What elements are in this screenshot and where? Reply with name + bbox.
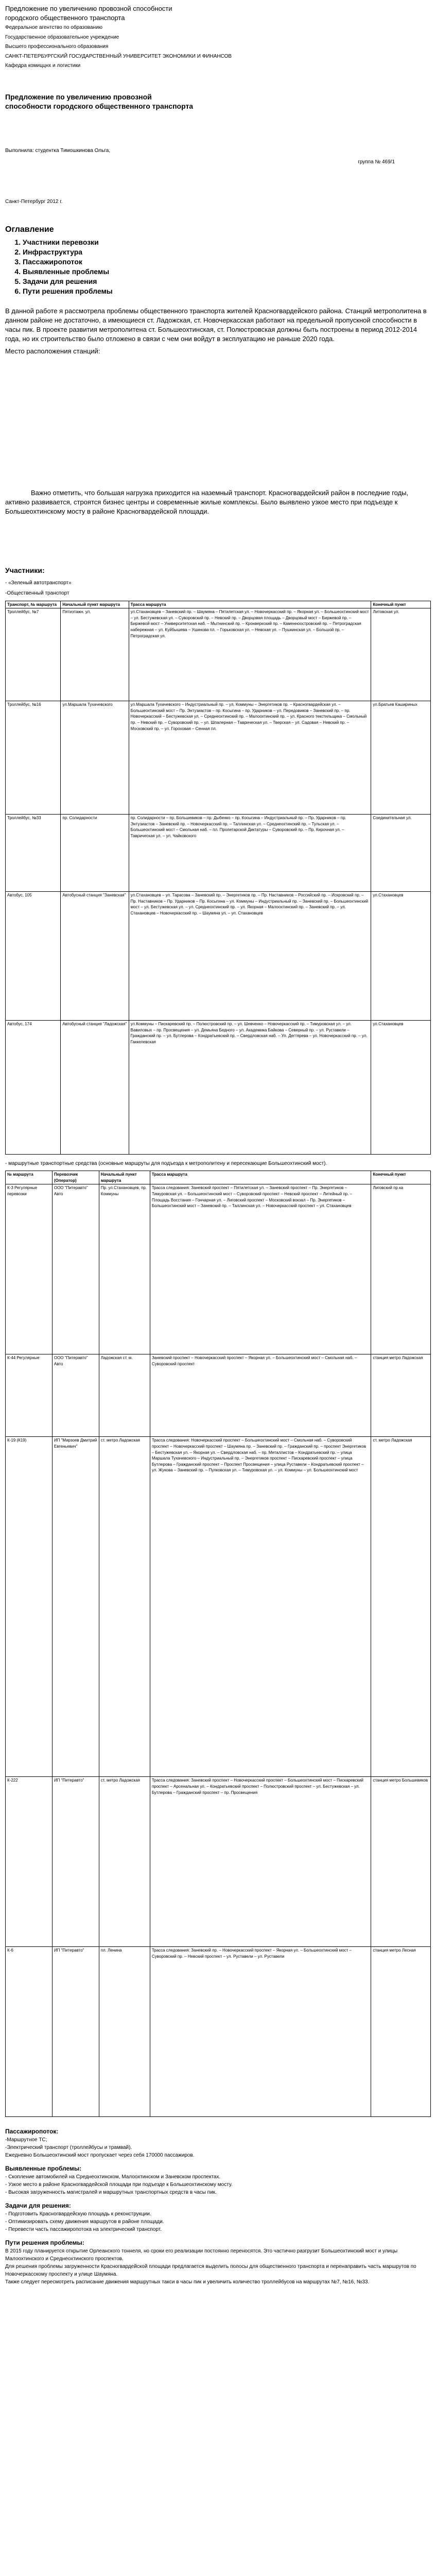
- cell: К-6: [6, 1947, 53, 2117]
- author-block: [5, 147, 431, 165]
- cell: ст. метро Ладожская: [99, 1437, 150, 1777]
- table-row: [6, 608, 431, 701]
- cell: Троллейбус, №16: [6, 701, 61, 815]
- table-row: [6, 701, 431, 815]
- cell: Автобусный станция "Заневская": [61, 892, 129, 1021]
- cell: ул.Стахановцев: [371, 1021, 431, 1155]
- cell: Троллейбус, №7: [6, 608, 61, 701]
- cell: ул.Стахановцев: [371, 892, 431, 1021]
- cell: ул.Маршала Тухачевского: [61, 701, 129, 815]
- intro-paragraph: В данной работе я рассмотрела проблемы общественного транспорта жителей Красногвардейского района. Станций метрополитена в данном районе не достаточно, а имеющиеся ст. Ладожская, ст. Новочеркасская работают на предельной пропускной способности в часы пик. В проекте развития метрополитена ст. Большеохтинская, ст. Полюстровская должны быть построены в период 2012-2014 года, но их строительство было отложено в связи с чем они войдут в эксплуатацию не раньше 2020 года.: [5, 307, 427, 343]
- table-header-row: [6, 601, 431, 608]
- table-row: [6, 1947, 431, 2117]
- cell: ул.Маршала Тухачевского – Индустриальный пр. – ул. Коммуны – Энергетиков пр. – Красногвардейская ул. – Большеохтинский мост – Пр. Энтузиастов – пр. Косыгина – пр. Ударников – ул. Передовиков – Заневский пр. – пр. Новочеркасский – Бестужевская ул. – Среднеохтинский пр. – Малоохтинский пр. – ул. Красного текстильщика – Смольный пр. – Невский пр. – Суворовский пр. – ул. Шпалерная – Таврическая ул. – Тверская – ул. Садовая – Невский пр. – Московский пр. – ул. Гороховая – Сенная пл.: [129, 701, 371, 815]
- cell: ИП "Питеравто": [52, 1947, 99, 2117]
- header-block: [5, 4, 431, 70]
- cell: ИП "Питеравто": [52, 1777, 99, 1947]
- cell: пр. Солидарности – пр. Большевиков – пр. Дыбенко – пр. Косыгина – Индустриальный пр. – Пр. Ударников – пр. Энтузиастов – Заневский пр. – Новочеркасский пр. – Таллинская ул. – Среднеохтинский пр. – Тульская ул. – Большеохтинский мост – Смольная наб. – пл. Пролетарской Диктатуры – Суворовский пр. – Пр. Кирочная ул. – Таврическая ул. – ул. Чайковского: [129, 815, 371, 892]
- cell: Пр. ул.Стахановцев, пр. Коммуны: [99, 1184, 150, 1354]
- city-year: Санкт-Петербург 2012 г.: [5, 199, 63, 205]
- org-line-4: САНКТ-ПЕТЕРБУРГСКИЙ ГОСУДАРСТВЕННЫЙ УНИВЕРСИТЕТ ЭКОНОМИКИ И ФИНАНСОВ: [5, 53, 232, 59]
- org-line-3: Высшего профессионального образования: [5, 44, 109, 50]
- toc-item[interactable]: 5. Задачи для решения: [23, 277, 431, 286]
- section-line: - Перевести часть пассажиропотока на электрический транспорт.: [5, 2226, 162, 2232]
- toc-item[interactable]: 4. Выявленные проблемы: [23, 267, 431, 277]
- cell: Пятиэтажн. ул.: [61, 608, 129, 701]
- table-row: [6, 1777, 431, 1947]
- passenger-flow-section: [5, 2127, 431, 2159]
- col-header: Конечный пункт: [371, 601, 431, 608]
- cell: ИП "Мирзоев Дмитрий Евгеньевич": [52, 1437, 99, 1777]
- cell: станция метро Ладожская: [371, 1354, 431, 1437]
- cell: Автобусный станция "Ладожская": [61, 1021, 129, 1155]
- table-row: [6, 1354, 431, 1437]
- cell: ул.Стахановцев – Заневский пр. – Шаумяна – Пятилетская ул. – Новочеркасский пр. – Якорная ул. – Большеохтинский мост – ул. Бестужевская ул. – Суворовский пр. – Невский пр. – Дворцовая площадь – Дворцовый мост – Биржевой пр. – Биржевой мост – Университетская наб. – Мытнинский пр. – Кронверкский пр. – Каменноостровский пр. – Петроградская набережная – ул. Куйбышева – Ушинова пл. – Горьковская ул. – Невская ул. – Пушкинская ул. – Большой пр. – Петроградская ул.: [129, 608, 371, 701]
- cell: Лиговский пр.ка: [371, 1184, 431, 1354]
- cell: Литовская ул.: [371, 608, 431, 701]
- section-line: Также следует пересмотреть расписание движения маршрутных такси в часы пик и увеличить количество троллейбусов на маршрутах №7, №16, №33.: [5, 2279, 370, 2285]
- cell: Автобус, 105: [6, 892, 61, 1021]
- section-line: - Высокая загруженность магистралей и маршрутных транспортных средств в часы пик.: [5, 2190, 217, 2196]
- cell: ст. метро Ладожская: [99, 1777, 150, 1947]
- section-heading: Задачи для решения:: [5, 2202, 71, 2210]
- col-header: Начальный пункт маршрута: [61, 601, 129, 608]
- table-of-contents: [5, 224, 431, 296]
- cell: ул.Братьев Кашириных: [371, 701, 431, 815]
- org-line-5: Кафедра комиццнх и логистики: [5, 63, 81, 69]
- col-header: Транспорт, № маршрута: [6, 601, 61, 608]
- org-line-1: Федеральное агентство по образованию: [5, 25, 103, 31]
- col-header: Конечный пункт: [371, 1171, 431, 1184]
- cell: Трасса следования: Заневский проспект – Новочеркасский проспект – Большеохтинский мост – Пискаревский проспект – Арсенальная ул. – Кондратьевский проспект – Полюстровский проспект – ул. Бестужевская – ул. Бутлерова – Гражданский проспект – пр. Просвещения: [150, 1777, 371, 1947]
- cell: К-3 Регулярные перевозки: [6, 1184, 53, 1354]
- cell: Заневский проспект – Новочеркасский проспект – Якорная ул. – Большеохтинский мост – Смольная наб. – Суворовский проспект: [150, 1354, 371, 1437]
- cell: ООО "Питеравто" Авто: [52, 1354, 99, 1437]
- cell: станция метро Лесная: [371, 1947, 431, 2117]
- title-block: [5, 92, 431, 112]
- cell: станция метро Большевиков: [371, 1777, 431, 1947]
- cell: пр. Солидарности: [61, 815, 129, 892]
- participants-section: [5, 566, 431, 599]
- org-line-2: Государственное образовательное учреждение: [5, 34, 119, 40]
- cell: ст. метро Ладожская: [371, 1437, 431, 1777]
- traffic-paragraph: Важно отметить, что большая нагрузка приходится на наземный транспорт. Красногвардейский район в последние годы, активно развивается, строятся бизнес центры и современные жилые комплексы. Было выявлено узкое место при подъезде к Большеохтинскому мосту в районе Красногвардейской площади.: [5, 488, 409, 515]
- table-row: [6, 1021, 431, 1155]
- participants-heading: Участники:: [5, 566, 45, 575]
- tasks-section: [5, 2201, 431, 2233]
- stations-location-label: Место расположения станций:: [5, 347, 100, 355]
- section-line: - Скопление автомобилей на Среднеохтинском, Малоохтинском и Заневском проспектах.: [5, 2174, 221, 2180]
- toc-item[interactable]: 2. Инфраструктура: [23, 247, 431, 257]
- cell: Троллейбус, №33: [6, 815, 61, 892]
- problems-section: [5, 2164, 431, 2196]
- participant-item: -Общественный транспорт: [5, 590, 69, 596]
- cell: ул.Стахановцев – ул. Тарасова – Заневский пр. – Энергетиков пр. – Пр. Наставников – Российский пр. – Искровский пр. – Пр. Наставников – Пр. Ударников – Пр. Косыгина – ул. Коммуны – Индустриальный пр. – Заневский пр. – Большеохтинский мост – ул. Бестужевская ул. – ул. Среднеохтинский пр. – ул. Якорная – Малоохтинский пр. – Заневский пр. – ул. Стахановцев – Новочеркасский пр. – Шаумяна ул. – ул. Стахановцев: [129, 892, 371, 1021]
- main-title-line-2: способности городского общественного транспорта: [5, 102, 194, 111]
- toc-item[interactable]: 6. Пути решения проблемы: [23, 286, 431, 296]
- solutions-section: [5, 2239, 431, 2286]
- cell: Соединительная ул.: [371, 815, 431, 892]
- section-line: - Узкое место в районе Красногвардейской площади при подъезде к Большеохтинскому мосту.: [5, 2182, 233, 2188]
- minibus-table: [5, 1171, 431, 2117]
- table-row: [6, 1437, 431, 1777]
- section-line: - Оптимизировать схему движения маршрутов в районе площади.: [5, 2218, 164, 2225]
- cell: пл. Ленина: [99, 1947, 150, 2117]
- toc-item[interactable]: 1. Участники перевозки: [23, 238, 431, 247]
- table-row: [6, 892, 431, 1021]
- section-heading: Пассажиропоток:: [5, 2128, 59, 2136]
- toc-item[interactable]: 3. Пассажиропоток: [23, 257, 431, 267]
- participant-item: - «Зеленый автотранспорт»: [5, 580, 72, 586]
- cell: ООО "Питеравто" Авто: [52, 1184, 99, 1354]
- group-line: группа № 469/1: [358, 159, 395, 165]
- section-line: - Подготовить Красногвардейскую площадь к реконструкции.: [5, 2211, 151, 2217]
- section-line: Для решения проблемы загруженности Красногвардейской площади предлагается выделить полосы для общественного транспорта и перенаправить часть маршрутов по Новочеркасскому проспекту и улице Шаумяна.: [5, 2263, 416, 2277]
- cell: Трасса следования: Заневский пр. – Новочеркасский проспект – Якорная ул. – Большеохтинский мост – Суворовский пр. – Невский проспект – ул. Руставели – ул. Руставели: [150, 1947, 371, 2117]
- section-heading: Выявленные проблемы:: [5, 2165, 82, 2173]
- section-line: -Электрический транспорт (троллейбусы и трамвай).: [5, 2145, 132, 2151]
- author-line: Выполнила: студентка Тимошкинова Ольга,: [5, 148, 111, 154]
- cell: К-222: [6, 1777, 53, 1947]
- section-line: В 2015 году планируется открытие Орлеанского тоннеля, но сроки его реализации постоянно переносятся. Это частично разгрузит Большеохтинский мост и улицы Малоохтинского и Среднеохтинского проспектов.: [5, 2248, 398, 2262]
- col-header: Трасса маршрута: [129, 601, 371, 608]
- col-header: Начальный пункт маршрута: [99, 1171, 150, 1184]
- main-title-line-1: Предложение по увеличению провозной: [5, 92, 152, 101]
- cell: Трасса следования: Заневский проспект – Пятилетская ул. – Заневский проспект – Пр. Энергетиков – Тимуровская ул. – Большеохтинский мост – Суворовский проспект – Невский проспект – Литейный пр. – Площадь Восстания – Гончарная ул. – Лиговский проспект – Московский вокзал – Пр. Энергетиков – Большеохтинский мост – Заневский пр. – Таллинская ул. – Новочеркасский проспект – ул. Стахановцев: [150, 1184, 371, 1354]
- intro-section: [5, 307, 431, 517]
- doc-title-line-2: городского общественного транспорта: [5, 13, 125, 22]
- table-header-row: [6, 1171, 431, 1184]
- cell: К-44 Регулярные: [6, 1354, 53, 1437]
- table-row: [6, 815, 431, 892]
- section-line: Ежедневно Большеохтинский мост пропускает через себя 170000 пассажиров.: [5, 2153, 195, 2159]
- cell: К-19 (К19): [6, 1437, 53, 1777]
- cell: Трасса следования: Новочеркасский проспект – Большеохтинский мост – Смольная наб. – Суворовский проспект – Новочеркасский проспект – Шаумяна пр. – Заневский пр. – Гражданский пр. – проспект Энергетиков – Бестужевская ул. – Якорная ул. – Свердловская наб. – пр. Металлистов – Кондратьевский пр. – улица Маршала Тухачевского – Индустриальный пр. – Энергетиков проспект – Пискаревский проспект – улица Бутлерова – Гражданский проспект – Проспект Просвещения – улица Руставели – Кондратьевский проспект – ул. Жукова – Заневский пр. – Пулковская ул. – Тимуровская ул. – ул. Коммуны – ул. Большеохтинский мост: [150, 1437, 371, 1777]
- section-heading: Пути решения проблемы:: [5, 2239, 84, 2246]
- minibus-note: - маршрутные транспортные средства (основные маршруты для подъезда к метрополитену и пересекающие Большеохтинский мост).: [5, 1161, 327, 1167]
- section-line: -Маршрутное ТС;: [5, 2137, 47, 2143]
- table-row: [6, 1184, 431, 1354]
- routes-table: [5, 601, 431, 1155]
- toc-heading: Оглавление: [5, 225, 54, 234]
- col-header: № маршрута: [6, 1171, 53, 1184]
- col-header: Перевозчик (Оператор): [52, 1171, 99, 1184]
- doc-title-line-1: Предложение по увеличению провозной способности: [5, 5, 172, 12]
- cell: Ладожская ст. м.: [99, 1354, 150, 1437]
- cell: Автобус, 174: [6, 1021, 61, 1155]
- stations-map-placeholder: [5, 360, 431, 488]
- cell: ул.Коммуны – Пискаревский пр. – Полюстровский пр. – ул. Шевченко – Новочеркасский пр. – Тимуровская ул. – ул. Вавиловых – пр. Просвещения – ул. Демьяна Бедного – ул. Академика Байкова – Северный пр. – ул. Руставели – Гражданский пр. – ул. Бутлерова – Кондратьевский пр. – Свердловская наб. – Ул. Дегтярева – ул. Новочеркасский пр. – ул. Гаккелевская: [129, 1021, 371, 1155]
- col-header: Трасса маршрута: [150, 1171, 371, 1184]
